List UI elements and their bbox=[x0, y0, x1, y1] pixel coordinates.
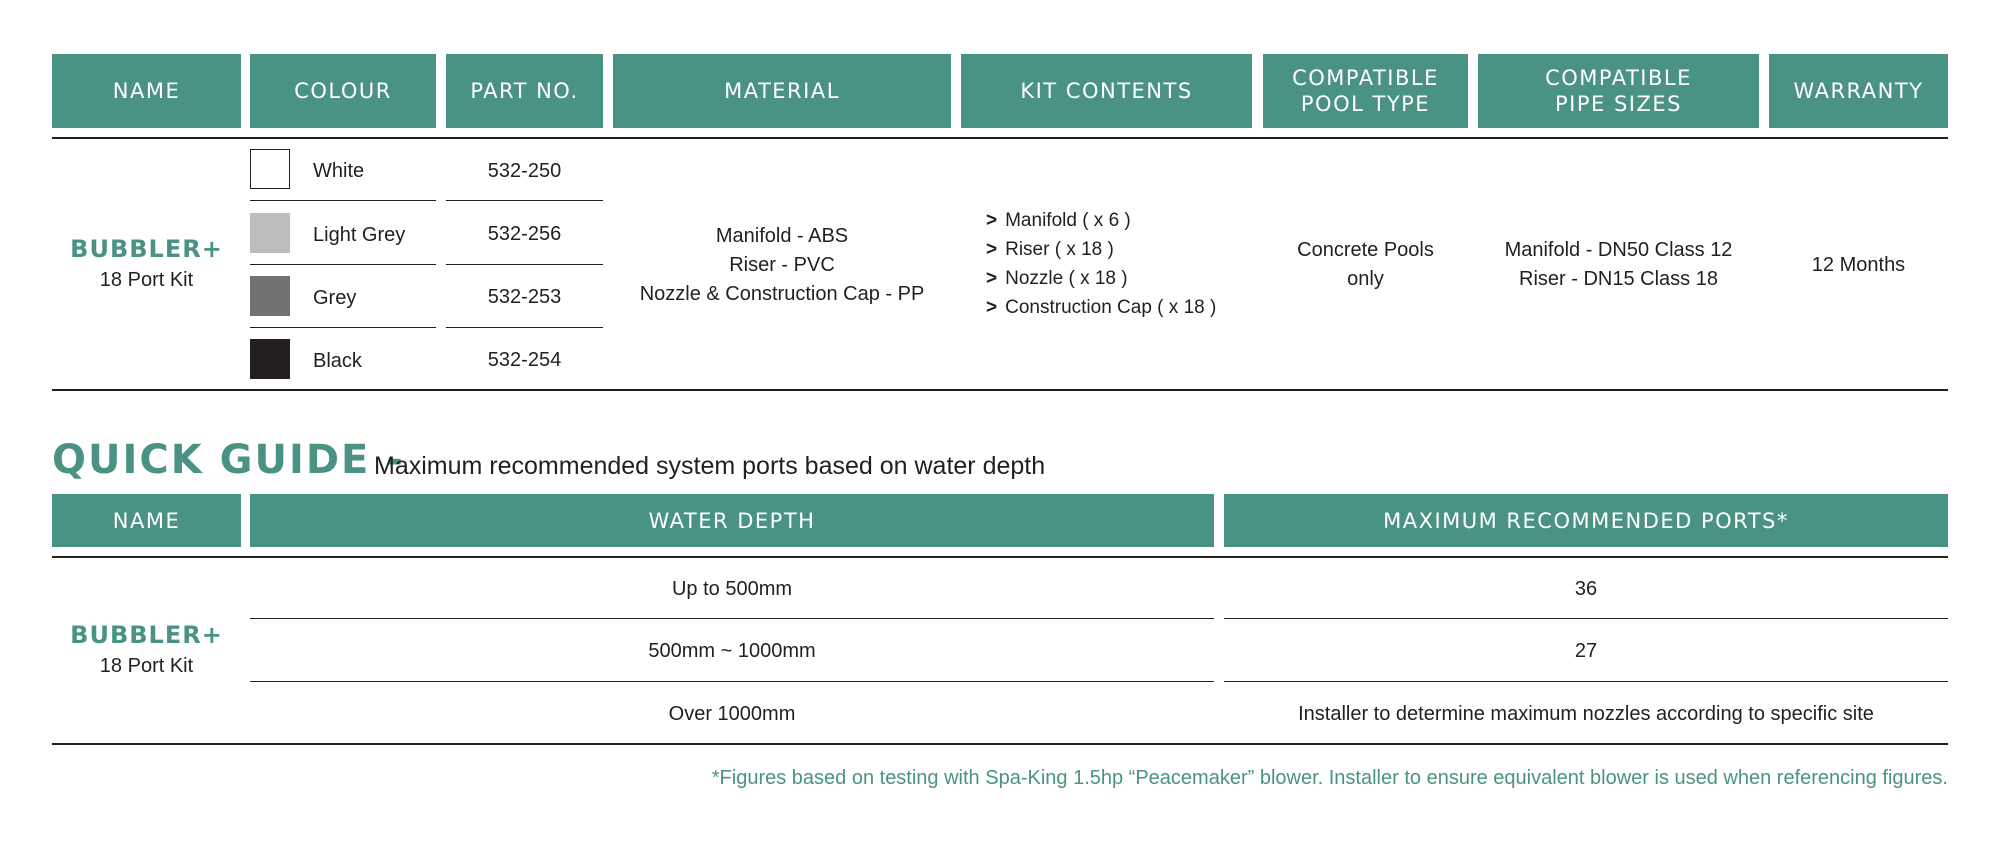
row-divider bbox=[1224, 618, 1948, 619]
product-name-cell bbox=[52, 140, 241, 390]
row-divider bbox=[250, 327, 436, 328]
swatch-black bbox=[250, 339, 290, 379]
kit-contents-list bbox=[986, 206, 1216, 322]
pool-type-line: only bbox=[1347, 268, 1384, 290]
material-line: Nozzle & Construction Cap - PP bbox=[639, 282, 925, 305]
quick-guide-title: QUICK GUIDE - bbox=[52, 437, 405, 483]
pool-type-cell bbox=[1263, 140, 1468, 390]
material-line: Riser - PVC bbox=[729, 253, 835, 276]
row-divider bbox=[446, 200, 603, 201]
colour-name: Light Grey bbox=[313, 224, 406, 246]
row-divider bbox=[250, 264, 436, 265]
header-kit-contents: KIT CONTENTS bbox=[961, 54, 1252, 128]
row-divider bbox=[1224, 681, 1948, 682]
header-part-no: PART NO. bbox=[446, 54, 603, 128]
guide-bottom-rule bbox=[52, 743, 1948, 745]
colour-name: White bbox=[313, 160, 365, 182]
product-brand: BUBBLER+ bbox=[70, 235, 223, 263]
water-depth: Over 1000mm bbox=[668, 702, 796, 725]
swatch-white bbox=[250, 149, 290, 189]
pipe-size-line: Riser - DN15 Class 18 bbox=[1519, 268, 1718, 290]
header-warranty: WARRANTY bbox=[1769, 54, 1948, 128]
row-divider bbox=[446, 327, 603, 328]
header-colour: COLOUR bbox=[250, 54, 436, 128]
material-line: Manifold - ABS bbox=[715, 224, 849, 247]
guide-product-cell bbox=[52, 558, 241, 744]
material-cell bbox=[613, 140, 951, 390]
warranty-cell: 12 Months bbox=[1811, 253, 1906, 276]
kit-item: > Manifold ( x 6 ) bbox=[986, 206, 1216, 235]
water-depth: Up to 500mm bbox=[671, 577, 793, 600]
max-ports: 36 bbox=[1574, 577, 1598, 600]
table-top-rule bbox=[52, 137, 1948, 139]
header-material: MATERIAL bbox=[613, 54, 951, 128]
row-divider bbox=[446, 264, 603, 265]
row-divider bbox=[250, 681, 1214, 682]
pipe-sizes-cell bbox=[1478, 140, 1759, 390]
part-number: 532-253 bbox=[487, 285, 562, 308]
table-bottom-rule bbox=[52, 389, 1948, 391]
header-pipe-sizes: COMPATIBLE PIPE SIZES bbox=[1478, 54, 1759, 128]
pipe-size-line: Manifold - DN50 Class 12 bbox=[1504, 239, 1733, 261]
guide-header-max-ports: MAXIMUM RECOMMENDED PORTS* bbox=[1224, 494, 1948, 547]
row-divider bbox=[250, 618, 1214, 619]
part-number: 532-250 bbox=[487, 159, 562, 182]
header-name: NAME bbox=[52, 54, 241, 128]
quick-guide-subtitle: Maximum recommended system ports based on water depth bbox=[374, 452, 1046, 480]
water-depth: 500mm ~ 1000mm bbox=[648, 639, 816, 662]
header-pool-type: COMPATIBLE POOL TYPE bbox=[1263, 54, 1468, 128]
footnote: *Figures based on testing with Spa-King 1.5hp “Peacemaker” blower. Installer to ensure equivalent blower is used when referencing figures. bbox=[711, 767, 1948, 789]
colour-name: Grey bbox=[313, 287, 357, 309]
row-divider bbox=[250, 200, 436, 201]
colour-name: Black bbox=[313, 350, 362, 372]
guide-product-subtitle: 18 Port Kit bbox=[99, 655, 194, 677]
max-ports: 27 bbox=[1574, 639, 1598, 662]
swatch-grey bbox=[250, 276, 290, 316]
product-subtitle: 18 Port Kit bbox=[99, 269, 194, 291]
guide-header-water-depth: WATER DEPTH bbox=[250, 494, 1214, 547]
kit-item: > Riser ( x 18 ) bbox=[986, 235, 1216, 264]
guide-product-brand: BUBBLER+ bbox=[70, 621, 223, 649]
part-number: 532-256 bbox=[487, 222, 562, 245]
guide-header-name: NAME bbox=[52, 494, 241, 547]
max-ports: Installer to determine maximum nozzles according to specific site bbox=[1298, 702, 1874, 725]
kit-item: > Nozzle ( x 18 ) bbox=[986, 264, 1216, 293]
pool-type-line: Concrete Pools bbox=[1297, 239, 1434, 261]
part-number: 532-254 bbox=[487, 348, 562, 371]
kit-item: > Construction Cap ( x 18 ) bbox=[986, 293, 1216, 322]
swatch-light-grey bbox=[250, 213, 290, 253]
